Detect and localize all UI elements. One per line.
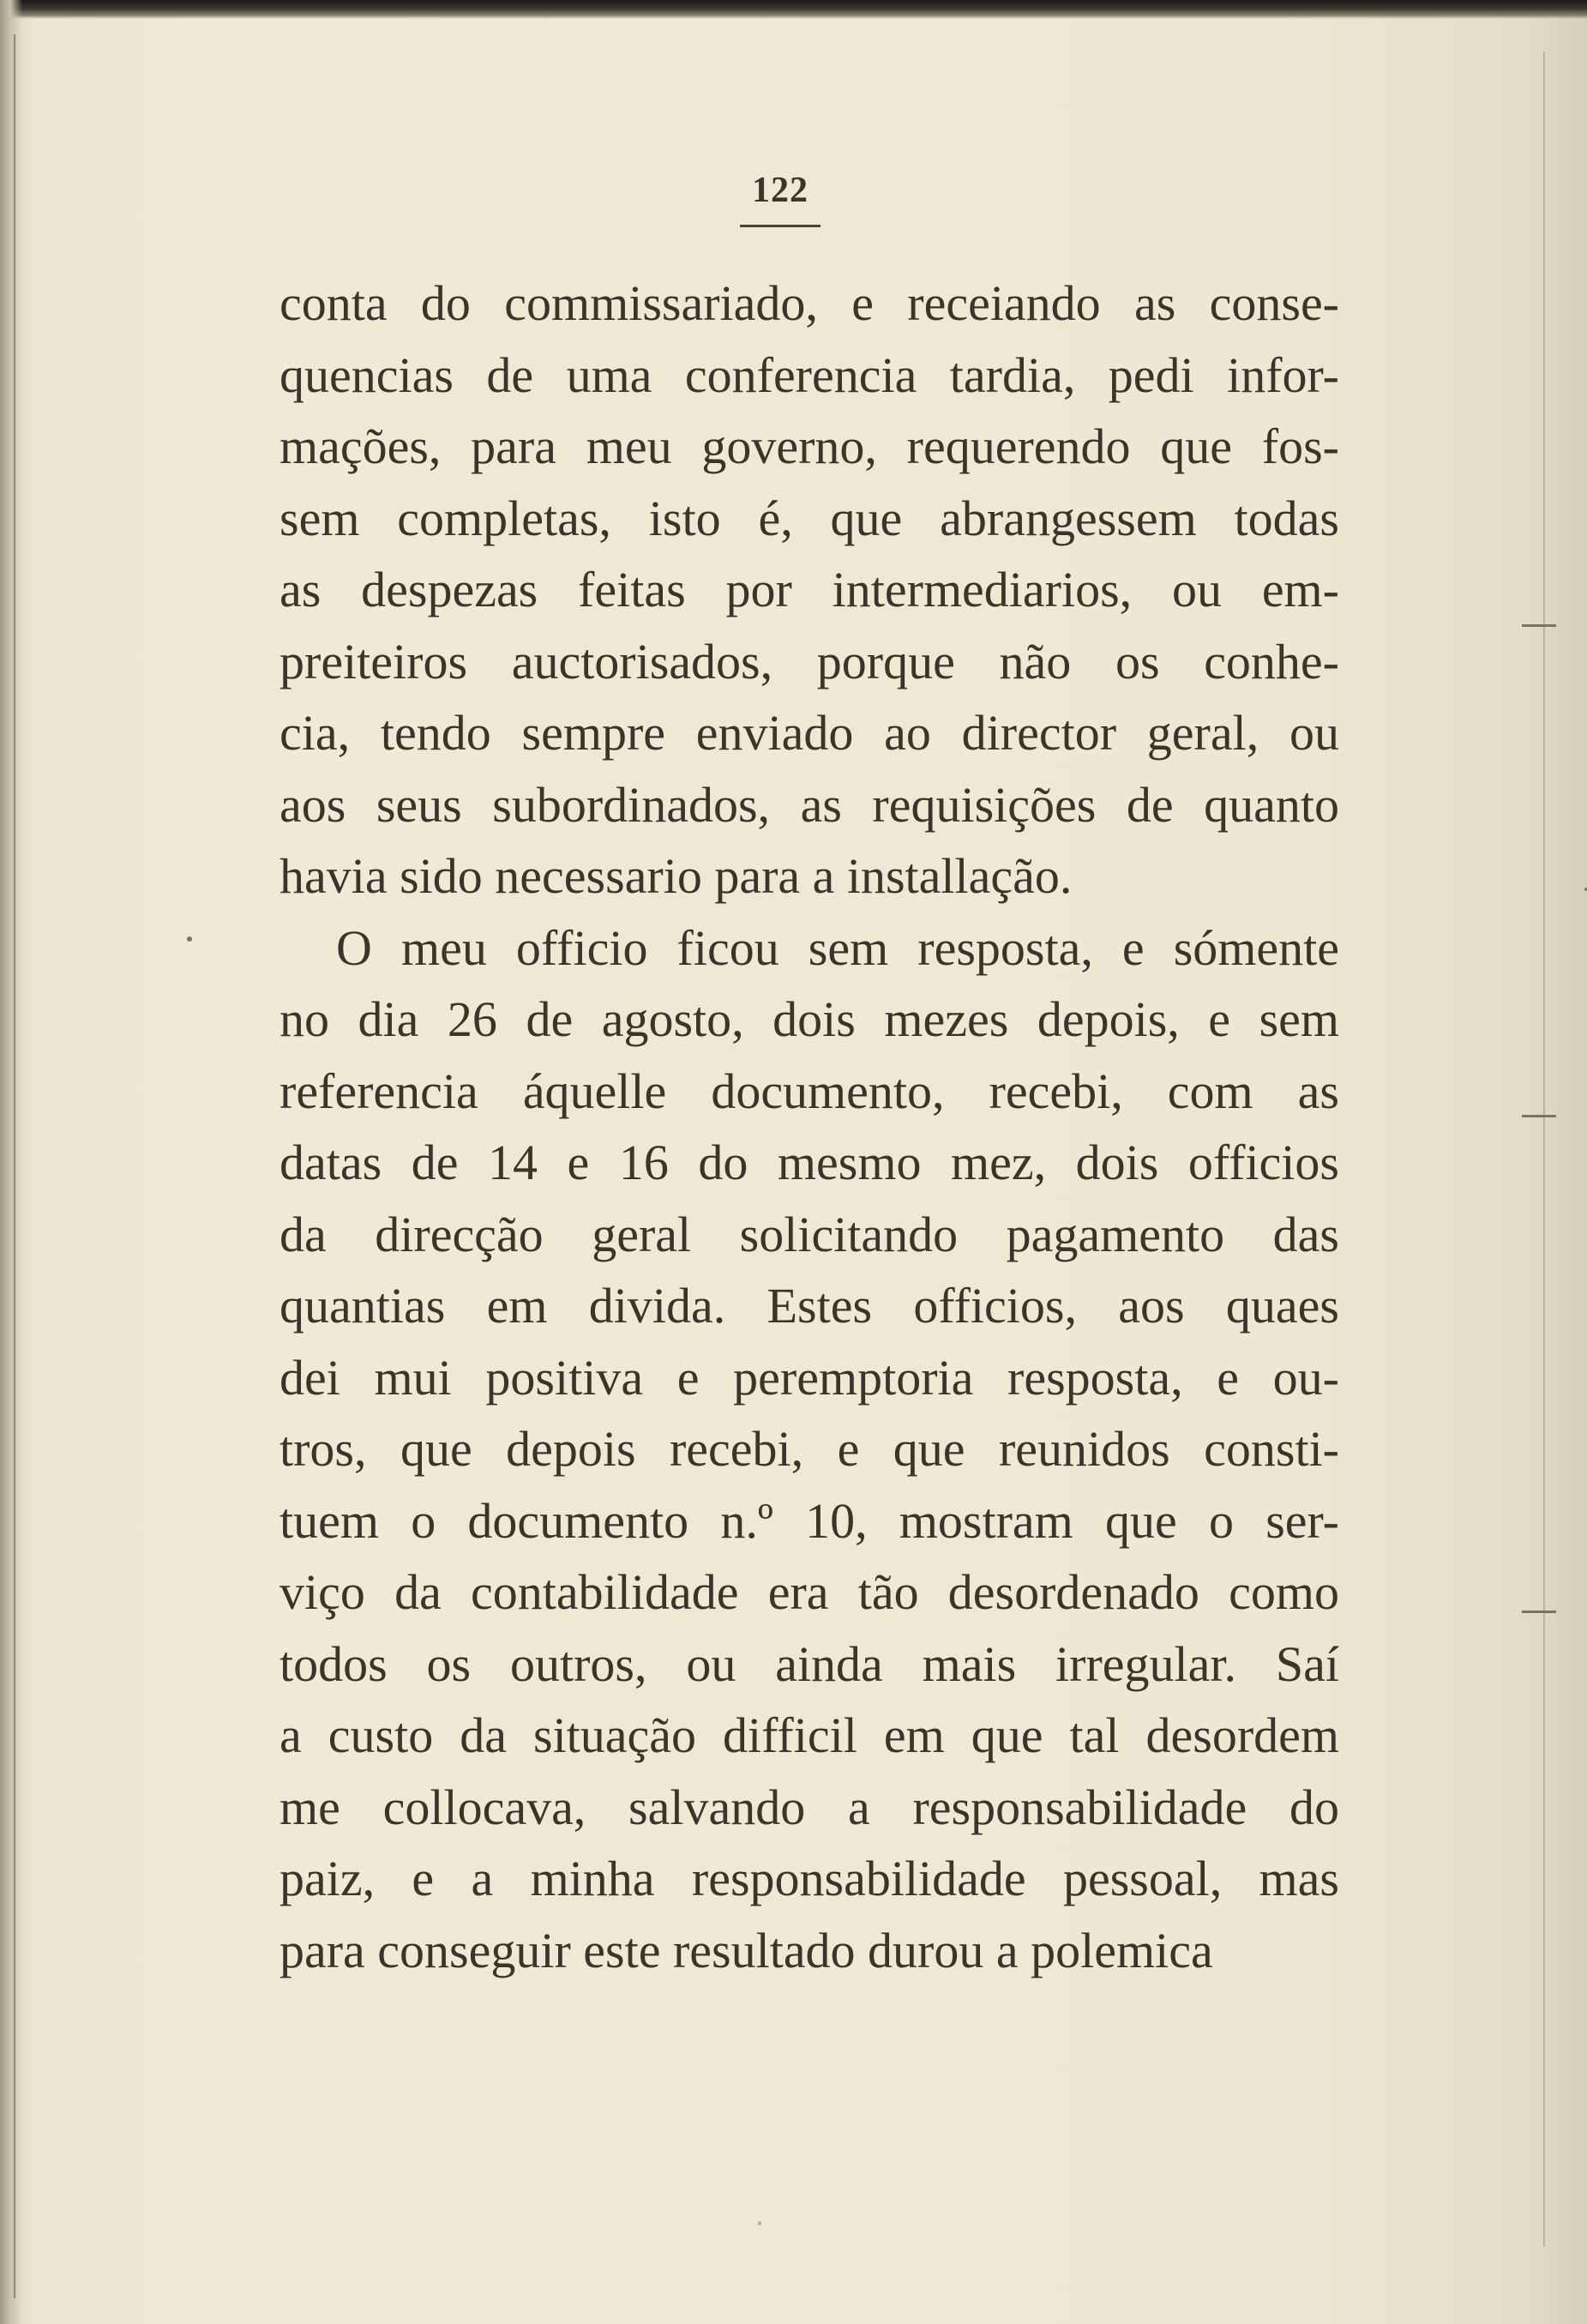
page-number: 122 <box>752 171 809 210</box>
text-line: tros, que depois recebi, e que reunidos consti- <box>280 1421 1339 1477</box>
text-line: para conseguir este resultado durou a polemica <box>280 1922 1213 1978</box>
text-line: O meu officio ficou sem resposta, e sómente <box>336 919 1339 976</box>
text-line: conta do commissariado, e receiando as conse- <box>280 275 1339 331</box>
paper-speck <box>758 2221 761 2225</box>
body-text <box>280 268 1339 1986</box>
binding-top-edge <box>0 0 1587 19</box>
text-line: sem completas, isto é, que abrangessem todas <box>280 490 1339 546</box>
text-line: as despezas feitas por intermediarios, ou em- <box>280 562 1339 617</box>
gutter-line <box>14 34 15 2298</box>
fore-edge-line <box>1543 51 1545 2247</box>
page-number-underline <box>740 225 821 227</box>
text-line: preiteiros auctorisados, porque não os conhe- <box>280 633 1339 689</box>
text-line: paiz, e a minha responsabilidade pessoal, mas <box>280 1851 1339 1906</box>
fore-edge-tick <box>1522 624 1556 627</box>
text-line: no dia 26 de agosto, dois mezes depois, e sem <box>280 991 1339 1047</box>
text-line: quantias em divida. Estes officios, aos quaes <box>280 1278 1339 1334</box>
text-line: datas de 14 e 16 do mesmo mez, dois officios <box>280 1135 1339 1190</box>
text-line: tuem o documento n.º 10, mostram que o ser- <box>280 1492 1339 1549</box>
fore-edge-tick <box>1522 1115 1556 1117</box>
text-line: cia, tendo sempre enviado ao director geral, ou <box>280 705 1339 761</box>
text-line: todos os outros, ou ainda mais irregular. Saí <box>280 1635 1339 1692</box>
fore-edge-tick <box>1522 1611 1556 1613</box>
text-line: mações, para meu governo, requerendo que fos- <box>280 418 1339 474</box>
text-line: aos seus subordinados, as requisições de quanto <box>280 776 1339 833</box>
text-line: referencia áquelle documento, recebi, com as <box>280 1063 1339 1119</box>
text-line: viço da contabilidade era tão desordenado como <box>280 1564 1339 1620</box>
text-line: da direcção geral solicitando pagamento das <box>280 1206 1339 1262</box>
paper-speck <box>187 936 192 942</box>
text-line: me collocava, salvando a responsabilidade do <box>280 1779 1339 1835</box>
text-line: havia sido necessario para a installação. <box>280 848 1073 904</box>
text-line: quencias de uma conferencia tardia, pedi infor- <box>280 346 1339 403</box>
text-line: dei mui positiva e peremptoria resposta, e ou- <box>280 1349 1339 1406</box>
gutter-shadow <box>0 0 22 2324</box>
text-line: a custo da situação difficil em que tal desordem <box>280 1707 1339 1763</box>
